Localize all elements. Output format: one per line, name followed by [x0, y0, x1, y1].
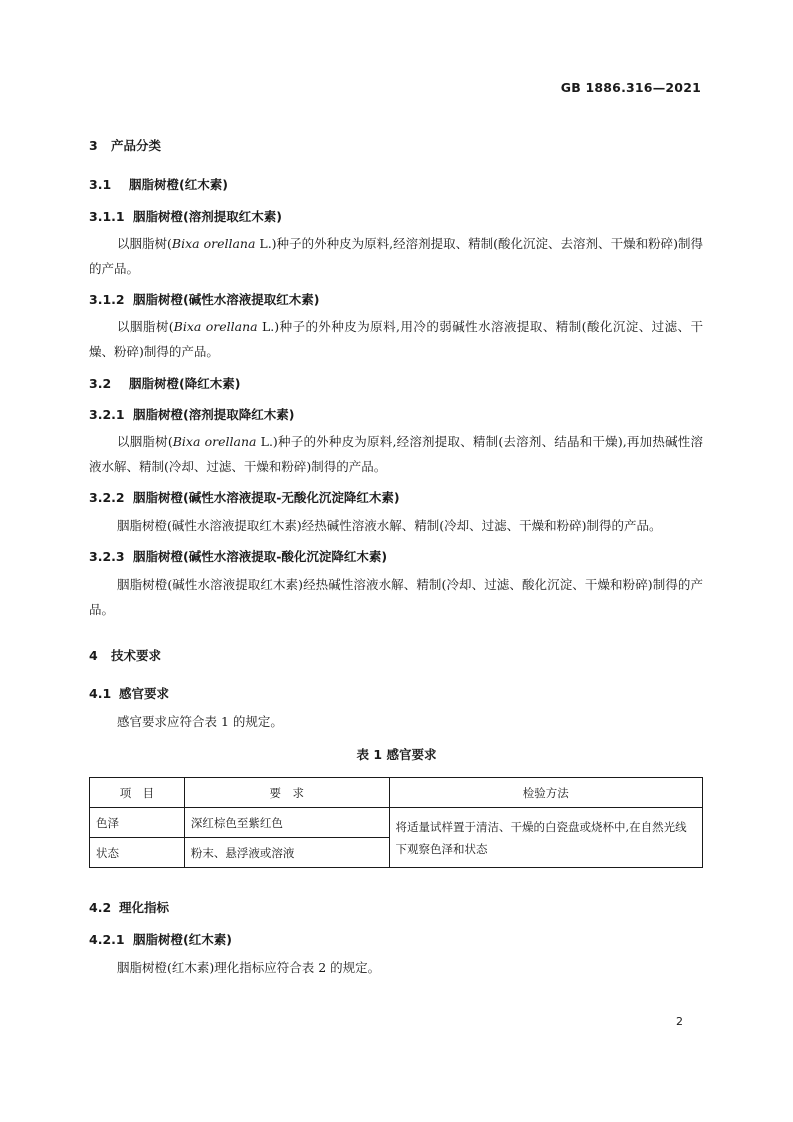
- section-3-2-2-heading: [89, 488, 400, 506]
- section-number: 4.1: [89, 686, 112, 701]
- section-3-1-2-heading: [89, 290, 319, 308]
- latin-species-name: Bixa orellana: [173, 319, 258, 334]
- section-3-2-heading: [89, 374, 240, 392]
- section-title: 胭脂树橙(降红木素): [129, 376, 241, 391]
- section-title: 胭脂树橙(溶剂提取降红木素): [133, 407, 295, 422]
- section-title: 胭脂树橙(红木素): [133, 932, 232, 947]
- section-title: 技术要求: [111, 648, 162, 663]
- section-4-1-heading: [89, 684, 169, 702]
- section-4-2-heading: [89, 898, 169, 916]
- table-header-row: [90, 778, 703, 808]
- section-4-2-1-heading: [89, 930, 232, 948]
- table-row: [90, 808, 703, 838]
- section-number: 3.2.3: [89, 549, 125, 564]
- section-number: 4.2.1: [89, 932, 125, 947]
- section-title: 胭脂树橙(溶剂提取红木素): [133, 209, 282, 224]
- section-3-1-1-heading: [89, 207, 282, 225]
- section-number: 3.2.1: [89, 407, 125, 422]
- section-number: 4.2: [89, 900, 112, 915]
- section-number: 3: [89, 138, 98, 153]
- section-4-1-paragraph: 感官要求应符合表 1 的规定。: [117, 714, 283, 729]
- section-3-2-2-paragraph: 胭脂树橙(碱性水溶液提取红木素)经热碱性溶液水解、精制(冷却、过滤、干燥和粉碎)制得的产品。: [117, 518, 662, 533]
- table-cell-item: 色泽: [90, 808, 185, 838]
- section-number: 3.1.2: [89, 292, 125, 307]
- table-cell-requirement: 粉末、悬浮液或溶液: [184, 838, 389, 868]
- table-cell-method: 将适量试样置于清洁、干燥的白瓷盘或烧杯中,在自然光线下观察色泽和状态: [389, 808, 702, 868]
- section-number: 3.2.2: [89, 490, 125, 505]
- section-title: 胭脂树橙(碱性水溶液提取-酸化沉淀降红木素): [133, 549, 388, 564]
- sensory-requirements-table: [89, 777, 703, 868]
- section-4-2-1-paragraph: 胭脂树橙(红木素)理化指标应符合表 2 的规定。: [117, 960, 381, 975]
- section-number: 3.2: [89, 376, 112, 391]
- section-4-heading: [89, 646, 161, 664]
- section-title: 理化指标: [119, 900, 170, 915]
- section-number: 4: [89, 648, 98, 663]
- section-3-2-3-heading: [89, 547, 387, 565]
- section-title: 胭脂树橙(碱性水溶液提取-无酸化沉淀降红木素): [133, 490, 400, 505]
- section-3-1-heading: [89, 175, 228, 193]
- section-3-1-1-paragraph: 以胭脂树(Bixa orellana L.)种子的外种皮为原料,经溶剂提取、精制(酸化沉淀、去溶剂、干燥和粉碎)制得的产品。: [89, 236, 703, 276]
- section-title: 产品分类: [111, 138, 162, 153]
- table-header-cell: 项 目: [90, 778, 185, 808]
- section-title: 胭脂树橙(碱性水溶液提取红木素): [133, 292, 320, 307]
- table-cell-requirement: 深红棕色至紫红色: [184, 808, 389, 838]
- section-number: 3.1.1: [89, 209, 125, 224]
- table-header-cell: 检验方法: [389, 778, 702, 808]
- section-title: 感官要求: [119, 686, 170, 701]
- latin-species-name: Bixa orellana: [172, 434, 257, 449]
- standard-code: GB 1886.316—2021: [560, 80, 701, 95]
- table-1-caption: 表 1 感官要求: [356, 747, 437, 762]
- section-3-2-1-paragraph: 以胭脂树(Bixa orellana L.)种子的外种皮为原料,经溶剂提取、精制(去溶剂、结晶和干燥),再加热碱性溶液水解、精制(冷却、过滤、干燥和粉碎)制得的产品。: [89, 434, 703, 474]
- section-3-1-2-paragraph: 以胭脂树(Bixa orellana L.)种子的外种皮为原料,用冷的弱碱性水溶液提取、精制(酸化沉淀、过滤、干燥、粉碎)制得的产品。: [89, 319, 703, 359]
- section-title: 胭脂树橙(红木素): [129, 177, 228, 192]
- section-3-2-1-heading: [89, 405, 294, 423]
- page-number: 2: [676, 1015, 683, 1028]
- section-3-heading: [89, 136, 161, 154]
- table-header-cell: 要 求: [184, 778, 389, 808]
- table-cell-item: 状态: [90, 838, 185, 868]
- section-number: 3.1: [89, 177, 112, 192]
- latin-species-name: Bixa orellana: [171, 236, 256, 251]
- section-3-2-3-paragraph: 胭脂树橙(碱性水溶液提取红木素)经热碱性溶液水解、精制(冷却、过滤、酸化沉淀、干燥和粉碎)制得的产品。: [89, 577, 703, 617]
